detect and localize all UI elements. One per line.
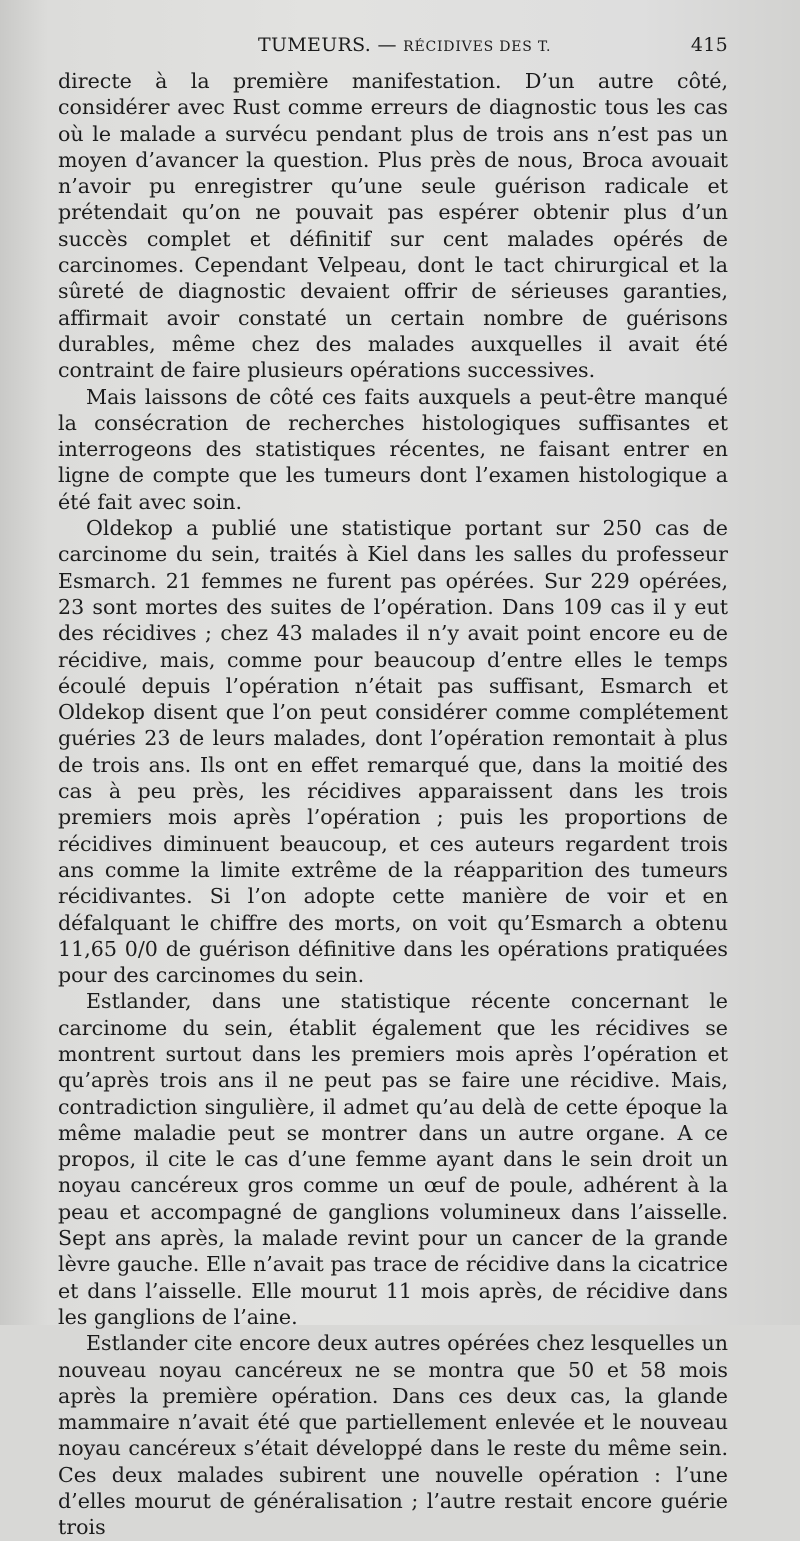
paragraph: Estlander, dans une statistique récente concernant le carcinome du sein, établit également que les récidives se montrent surtout dans les premiers mois après l’opération et qu’après trois ans il ne peut pas se faire une récidive. Mais, contradiction singulière, il admet qu’au delà de cette époque la même maladie peut se montrer dans un autre organe. A ce propos, il cite le cas d’une femme ayant dans le sein droit un noyau cancéreux gros comme un œuf de poule, adhérent à la peau et accompagné de ganglions volumineux dans l’aisselle. Sept ans après, la malade revint pour un cancer de la grande lèvre gauche. Elle n’avait pas trace de récidive dans la cicatrice et dans l’aisselle. Elle mourut 11 mois après, de récidive dans les ganglions de l’aine. bbox=[58, 989, 728, 1329]
paragraph: Estlander cite encore deux autres opérées chez lesquelles un nouveau noyau cancéreux ne se montra que 50 et 58 mois après la première opération. Dans ces deux cas, la glande mammaire n’avait été que partiellement enlevée et le nouveau noyau cancéreux s’était développé dans le reste du même sein. Ces deux malades subirent une nouvelle opération : l’une d’elles mourut de généralisation ; l’autre restait encore guérie trois bbox=[58, 1331, 728, 1540]
header-dash: — bbox=[377, 34, 397, 56]
header-title: TUMEURS. bbox=[258, 34, 372, 56]
paragraph: Oldekop a publié une statistique portant sur 250 cas de carcinome du sein, traités à Kiel dans les salles du professeur Esmarch. 21 femmes ne furent pas opérées. Sur 229 opérées, 23 sont mortes des suites de l’opération. Dans 109 cas il y eut des récidives ; chez 43 malades il n’y avait point encore eu de récidive, mais, comme pour beaucoup d’entre elles le temps écoulé depuis l’opération n’était pas suffisant, Esmarch et Oldekop disent que l’on peut considérer comme complétement guéries 23 de leurs malades, dont l’opération remontait à plus de trois ans. Ils ont en effet remarqué que, dans la moitié des cas à peu près, les récidives apparaissent dans les trois premiers mois après l’opération ; puis les proportions de récidives diminuent beaucoup, et ces auteurs regardent trois ans comme la limite extrême de la réapparition des tumeurs récidivantes. Si l’on adopte cette manière de voir et en défalquant le chiffre des morts, on voit qu’Esmarch a obtenu 11,65 0/0 de guérison définitive dans les opérations pratiquées pour des carcinomes du sein. bbox=[58, 516, 728, 988]
running-header bbox=[58, 34, 728, 60]
header-title-run bbox=[258, 34, 551, 56]
paragraph: directe à la première manifestation. D’un autre côté, considérer avec Rust comme erreurs de diagnostic tous les cas où le malade a survécu pendant plus de trois ans n’est pas un moyen d’avancer la question. Plus près de nous, Broca avouait n’avoir pu enregistrer qu’une seule guérison radicale et prétendait qu’on ne pouvait pas espérer obtenir plus d’un succès complet et définitif sur cent malades opérés de carcinomes. Cependant Velpeau, dont le tact chirurgical et la sûreté de diagnostic devaient offrir de sérieuses garanties, affirmait avoir constaté un certain nombre de guérisons durables, même chez des malades auxquelles il avait été contraint de faire plusieurs opérations successives. bbox=[58, 69, 728, 383]
body-text bbox=[58, 68, 728, 1541]
header-subtitle: RÉCIDIVES DES T. bbox=[403, 39, 552, 55]
page-number: 415 bbox=[690, 34, 728, 56]
paragraph: Mais laissons de côté ces faits auxquels a peut-être manqué la consécration de recherches histologiques suffisantes et interrogeons des statistiques récentes, ne faisant entrer en ligne de compte que les tumeurs dont l’examen histologique a été fait avec soin. bbox=[58, 384, 728, 514]
